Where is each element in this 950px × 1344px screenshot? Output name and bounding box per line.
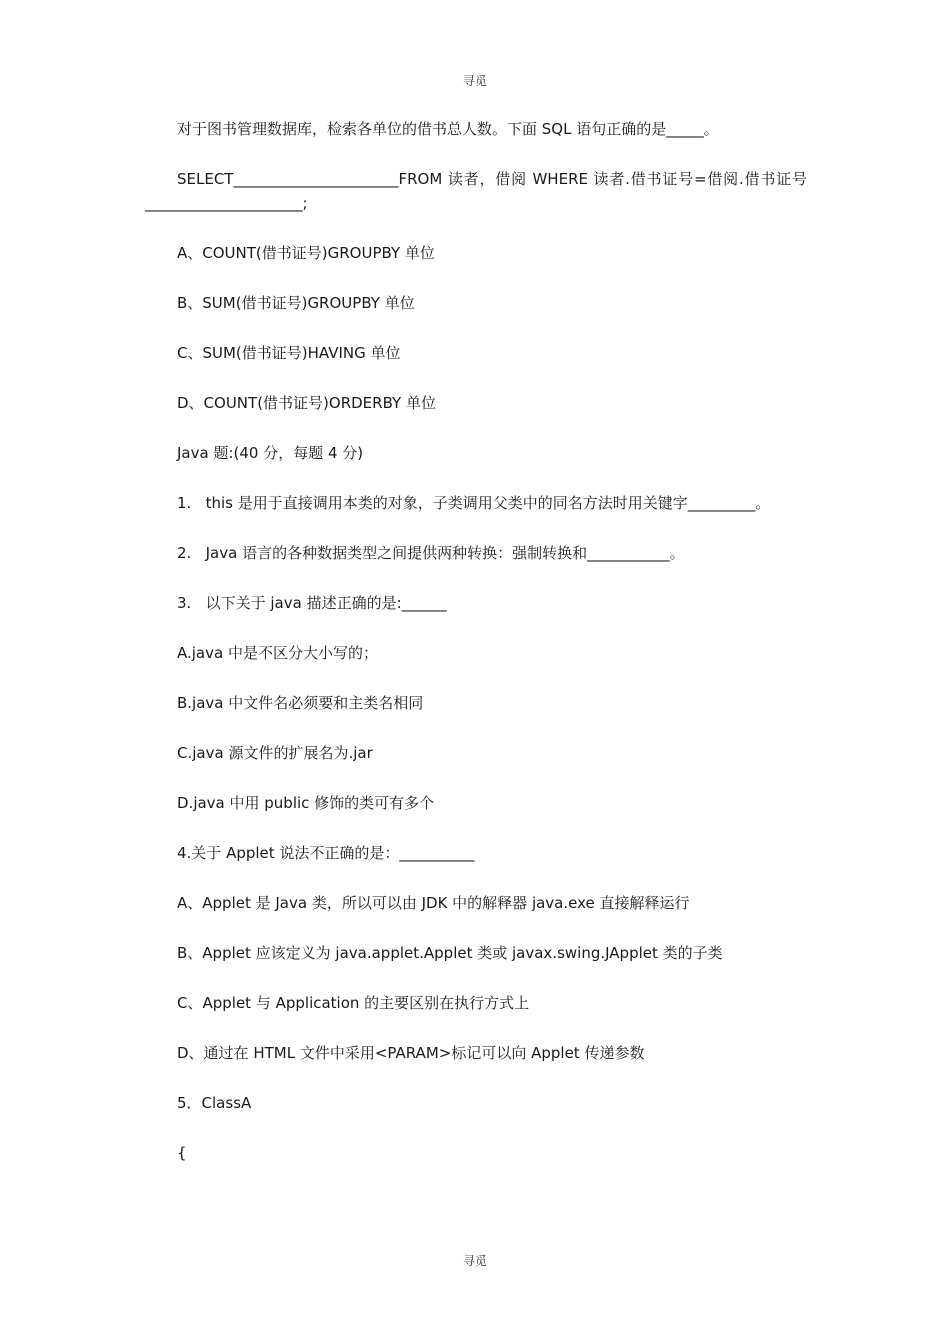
q4-option-a: A、Applet 是 Java 类，所以可以由 JDK 中的解释器 java.exe 直接解释运行 [177, 894, 690, 912]
page-footer: 寻觅 [462, 1254, 487, 1268]
q3-option-c: C.java 源文件的扩展名为.jar [177, 744, 373, 762]
section-heading-java: Java 题:(40 分，每题 4 分) [177, 444, 364, 462]
question-sql-stem: 对于图书管理数据库，检索各单位的借书总人数。下面 SQL 语句正确的是_____。 [177, 120, 719, 138]
q4-option-b: B、Applet 应该定义为 java.applet.Applet 类或 javax.swing.JApplet 类的子类 [177, 944, 723, 962]
java-question-4: 4.关于 Applet 说法不正确的是：__________ [177, 844, 475, 862]
q4-option-c: C、Applet 与 Application 的主要区别在执行方式上 [177, 994, 530, 1012]
java-question-1: 1. this 是用于直接调用本类的对象，子类调用父类中的同名方法时用关键字_________。 [177, 494, 771, 512]
option-c: C、SUM(借书证号)HAVING 单位 [177, 344, 401, 362]
code-open-brace: { [177, 1144, 187, 1162]
java-question-5: 5．ClassA [177, 1094, 252, 1112]
question-sql-template: SELECT______________________FROM 读者，借阅 WHERE 读者.借书证号=借阅.借书证号_____________________; [145, 170, 807, 212]
option-d: D、COUNT(借书证号)ORDERBY 单位 [177, 394, 436, 412]
document-body [145, 117, 807, 1165]
java-question-2: 2. Java 语言的各种数据类型之间提供两种转换：强制转换和___________。 [177, 544, 685, 562]
q3-option-b: B.java 中文件名必须要和主类名相同 [177, 694, 424, 712]
java-question-3: 3. 以下关于 java 描述正确的是:______ [177, 594, 447, 612]
q3-option-a: A.java 中是不区分大小写的； [177, 644, 378, 662]
page-header: 寻觅 [462, 74, 487, 88]
q3-option-d: D.java 中用 public 修饰的类可有多个 [177, 794, 435, 812]
option-a: A、COUNT(借书证号)GROUPBY 单位 [177, 244, 435, 262]
option-b: B、SUM(借书证号)GROUPBY 单位 [177, 294, 415, 312]
q4-option-d: D、通过在 HTML 文件中采用<PARAM>标记可以向 Applet 传递参数 [177, 1044, 645, 1062]
